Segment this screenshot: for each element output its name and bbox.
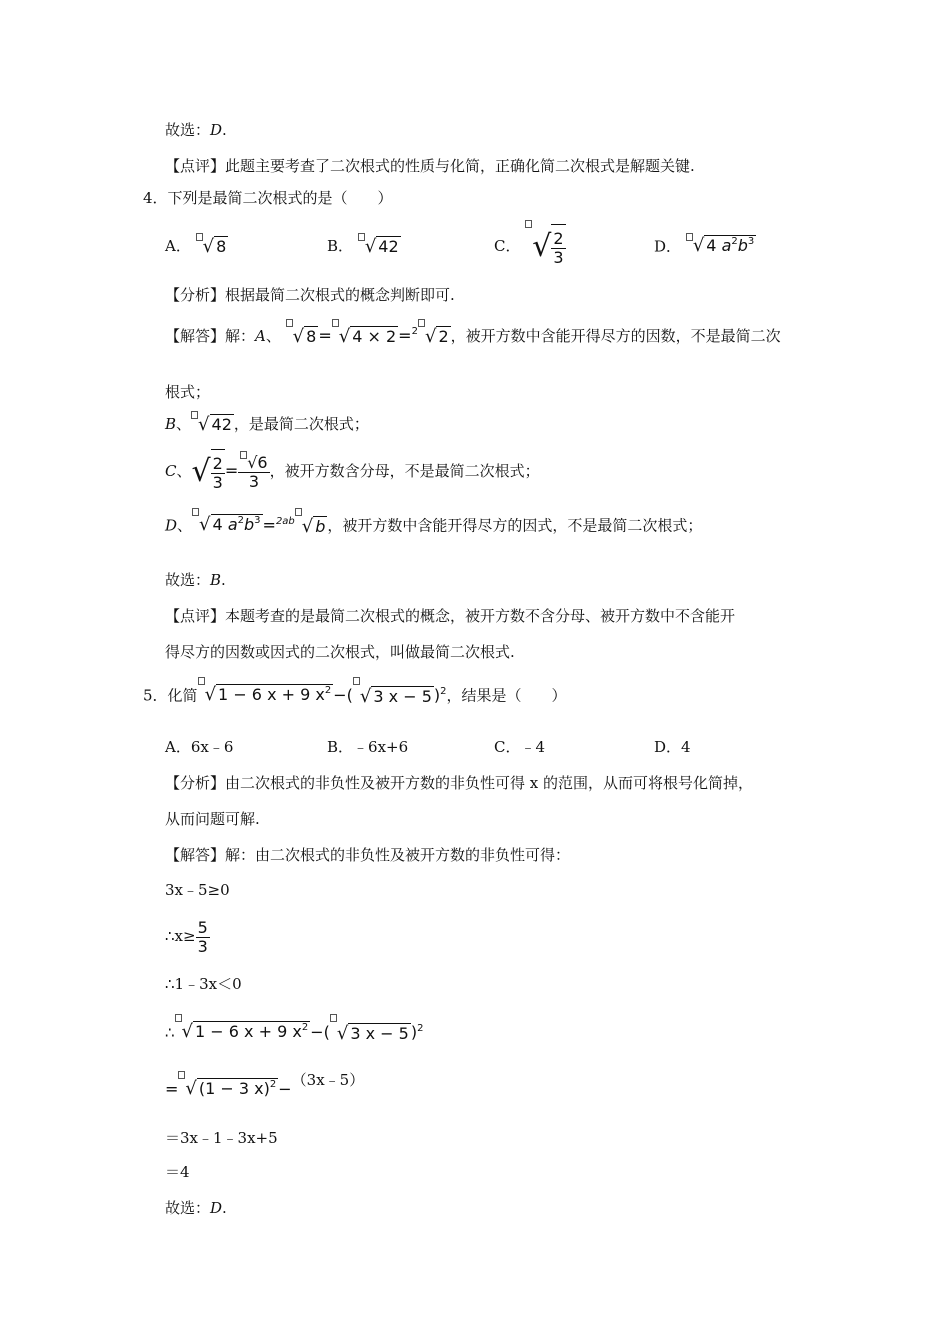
solution-tag: 【解答】 (165, 327, 226, 345)
q5-option-c (494, 737, 545, 757)
radical: √ 3 x − 5 (359, 685, 432, 707)
q4-comment-1 (165, 606, 735, 626)
radical-index-box (191, 411, 198, 419)
radical-index-box (178, 1071, 185, 1079)
case-letter: A (255, 327, 266, 345)
radical: √ (1 − 3 x)$^2$ (185, 1078, 277, 1099)
option-label: C． (494, 237, 521, 255)
analysis-text: 由二次根式的非负性及被开方数的非负性可得 x 的范围，从而可将根号化简掉， (225, 774, 754, 792)
step-tail: （3x﹣5） (291, 1070, 365, 1089)
radicand: 8 (306, 327, 317, 346)
denominator: 3 (553, 248, 564, 268)
denominator: 3 (248, 471, 259, 491)
radical-index-box (330, 1014, 337, 1022)
q5-option-d (654, 737, 691, 757)
answer-label: 故选： (165, 121, 211, 139)
answer-value: D (210, 121, 223, 139)
radical: √ 8 (202, 236, 227, 257)
q4-comment-2 (165, 642, 515, 662)
denominator: 3 (197, 936, 208, 956)
exp: 2 (731, 236, 738, 247)
comment-tag: 【点评】 (165, 607, 226, 625)
step-pre: ∴ (165, 1023, 175, 1042)
radical-index-box (240, 451, 247, 459)
radical: √ 42 (198, 414, 232, 435)
q5-stem: 5．化简 √ 1 − 6 x + 9 $x^2$ −( √ 3 x − 5 )$^2$，结果是（ ） (143, 680, 567, 714)
radical-index-box (332, 319, 339, 327)
fraction (551, 230, 565, 267)
radicand: 42 (378, 237, 399, 256)
radical-index-box (358, 233, 365, 241)
option-label: A． (165, 738, 191, 756)
coef: 2ab (275, 515, 295, 527)
radical: √ 4 × 2 (338, 326, 397, 347)
radical-index-box (196, 233, 203, 241)
var-a: a (721, 236, 732, 255)
numerator: 6 (257, 452, 268, 472)
fraction (196, 919, 210, 956)
q5-answer (165, 1198, 227, 1218)
coef: 2 (411, 326, 418, 337)
radicand: 2 (438, 327, 449, 346)
q5-option-b (327, 737, 408, 757)
stem-pre: 化简 (167, 686, 198, 705)
q5-step3 (165, 974, 242, 994)
radicand: 4 × 2 (352, 327, 397, 346)
step: ＝3x﹣1﹣3x+5 (165, 1129, 278, 1147)
q5-step5: = √ (1 − 3 x)$^2$ −（3x﹣5） (165, 1074, 364, 1107)
radical: √ $\frac{2}{3}$ (532, 223, 565, 271)
answer-value: B (210, 571, 222, 589)
q4-solution-b (165, 414, 369, 435)
q5-step4: ∴ √ 1 − 6 x + 9 $x^2$ −( √ 3 x − 5 )$^2$ (165, 1017, 423, 1051)
case-text: ，是最简二次根式； (233, 415, 369, 433)
numerator: 5 (197, 917, 208, 937)
radical: √ 3 x − 5 (336, 1022, 409, 1044)
option-label: D． (654, 237, 682, 256)
option-text: 4 (681, 738, 691, 756)
option-label: B． (327, 738, 354, 756)
analysis-text: 从而问题可解. (165, 810, 260, 828)
coef: 4 (212, 515, 223, 534)
q4-option-a (165, 236, 228, 257)
q5-analysis-1 (165, 773, 753, 793)
question-number: 4． (143, 189, 168, 207)
case-letter: D (165, 516, 178, 535)
option-text: ﹣6x+6 (353, 738, 409, 756)
denominator: 3 (212, 473, 223, 493)
sep: 、 (176, 462, 192, 480)
radical: √ 4 $a^2b^3$ (199, 514, 261, 535)
radical-index-box (198, 677, 205, 685)
case-letter: B (165, 415, 177, 433)
case-text: ，被开方数含分母，不是最简二次根式； (269, 462, 540, 480)
case-letter: C (165, 462, 177, 480)
analysis-tag: 【分析】 (165, 286, 226, 304)
radical-index-box (418, 319, 425, 327)
radicand: 3 x − 5 (350, 1023, 409, 1043)
exp: 2 (237, 515, 244, 526)
analysis-tag: 【分析】 (165, 774, 226, 792)
fraction: $\frac{√6}{3}$ (238, 454, 269, 491)
radicand: b (315, 516, 326, 536)
coef: 4 (706, 236, 717, 255)
radical: √ $\frac{2}{3}$ (192, 448, 225, 496)
radicand: 1 − 3 x (205, 1079, 264, 1098)
exp: 3 (747, 236, 755, 247)
option-text: ﹣4 (520, 738, 546, 756)
answer-label: 故选： (165, 1199, 211, 1217)
radical-index-box (286, 319, 293, 327)
comment-tag: 【点评】 (165, 157, 226, 175)
answer-dot: . (222, 121, 227, 139)
q4-option-d (654, 236, 756, 259)
answer-label: 故选： (165, 571, 211, 589)
sep: 、 (265, 327, 281, 345)
stem-post: ，结果是（ ） (446, 686, 567, 705)
q4-solution-d: D、 √ 4 $a^2b^3 =^{2ab}$ √ b ，被开方数中含能开得尽方的因式，不是最简二次根式； (165, 511, 702, 543)
analysis-text: 根据最简二次根式的概念判断即可. (225, 286, 455, 304)
option-label: C． (494, 738, 521, 756)
radicand: 8 (216, 237, 227, 256)
radical: √ 4 $a^2b^3$ (692, 235, 755, 256)
case-text-cont: 根式； (165, 383, 211, 401)
radicand: 1 − 6 x + 9 x (218, 685, 325, 704)
var-a: a (227, 515, 238, 534)
option-label: D． (654, 738, 682, 756)
sep: 、 (176, 415, 192, 433)
q5-solution (165, 845, 570, 865)
sep: 、 (177, 516, 193, 535)
option-label: A． (165, 237, 191, 255)
question-number: 5． (143, 686, 168, 705)
case-text: ，被开方数中含能开得尽方的因数，不是最简二次 (450, 327, 781, 345)
comment-text: 得尽方的因数或因式的二次根式，叫做最简二次根式. (165, 643, 515, 661)
q4-solution-a: 【解答】解：A、 √ 8 = √ 4 × 2 =$^2$ √ 2 ，被开方数中含能开得尽方的因数，不是最简二次 (165, 322, 781, 353)
answer-dot: . (221, 571, 226, 589)
radicand: 42 (211, 415, 232, 434)
radical: √ 2 (424, 326, 449, 347)
q5-option-a (165, 737, 233, 757)
numerator: 2 (553, 229, 564, 249)
comment-text: 本题考查的是最简二次根式的概念，被开方数不含分母、被开方数中不含能开 (225, 607, 736, 625)
comment-text: 此题主要考查了二次根式的性质与化简，正确化简二次根式是解题关键. (225, 157, 695, 175)
radical: √ 8 (292, 326, 317, 347)
var-b: b (244, 515, 255, 534)
q5-step1 (165, 880, 230, 900)
q4-answer (165, 570, 226, 590)
radical-index-box (686, 233, 693, 241)
case-text: ，被开方数中含能开得尽方的因式，不是最简二次根式； (327, 516, 703, 535)
question-stem: 下列是最简二次根式的是（ ） (167, 189, 393, 207)
radical-index-box (353, 677, 360, 685)
q4-solution-c: C、√ $\frac{2}{3}$ = $\frac{√6}{3}$ ，被开方数含分母，不是最简二次根式； (165, 448, 540, 496)
radicand: 1 − 6 x + 9 x (195, 1022, 302, 1041)
numerator: 2 (212, 454, 223, 474)
solution-tag: 【解答】 (165, 846, 226, 864)
answer-dot: . (222, 1199, 227, 1217)
q3-answer-line (165, 120, 227, 140)
option-text: 6x﹣6 (190, 738, 234, 756)
radical-index-box (295, 508, 302, 516)
radical: √ 1 − 6 x + 9 $x^2$ (181, 1021, 309, 1042)
step: ∴1﹣3x＜0 (165, 975, 242, 993)
q4-analysis (165, 285, 455, 305)
q4-option-c (494, 223, 566, 271)
solution-intro: 解： (225, 327, 256, 345)
answer-value: D (210, 1199, 223, 1217)
solution-text: 解：由二次根式的非负性及被开方数的非负性可得： (225, 846, 571, 864)
q5-step7 (165, 1162, 190, 1182)
step: ＝4 (165, 1163, 190, 1181)
option-label: B． (327, 237, 354, 255)
exp: 3 (254, 515, 261, 526)
q3-comment-line (165, 156, 695, 176)
radical: √ b (301, 515, 326, 537)
radical-index-box (175, 1014, 182, 1022)
q5-step6 (165, 1128, 278, 1148)
q4-solution-a-cont (165, 382, 210, 402)
q5-step2 (165, 913, 210, 959)
radical-index-box (192, 508, 199, 516)
q5-analysis-2 (165, 809, 260, 829)
q4-option-b (327, 236, 401, 257)
radicand: 3 x − 5 (373, 686, 432, 706)
step: 3x﹣5≥0 (165, 881, 230, 899)
q4-stem (143, 188, 393, 208)
var-b: b (737, 236, 748, 255)
radical-index-box (525, 220, 532, 228)
step-pre: ∴x≥ (165, 927, 196, 945)
radical: √ 42 (364, 236, 399, 257)
radical: √ 1 − 6 x + 9 $x^2$ (204, 684, 332, 705)
